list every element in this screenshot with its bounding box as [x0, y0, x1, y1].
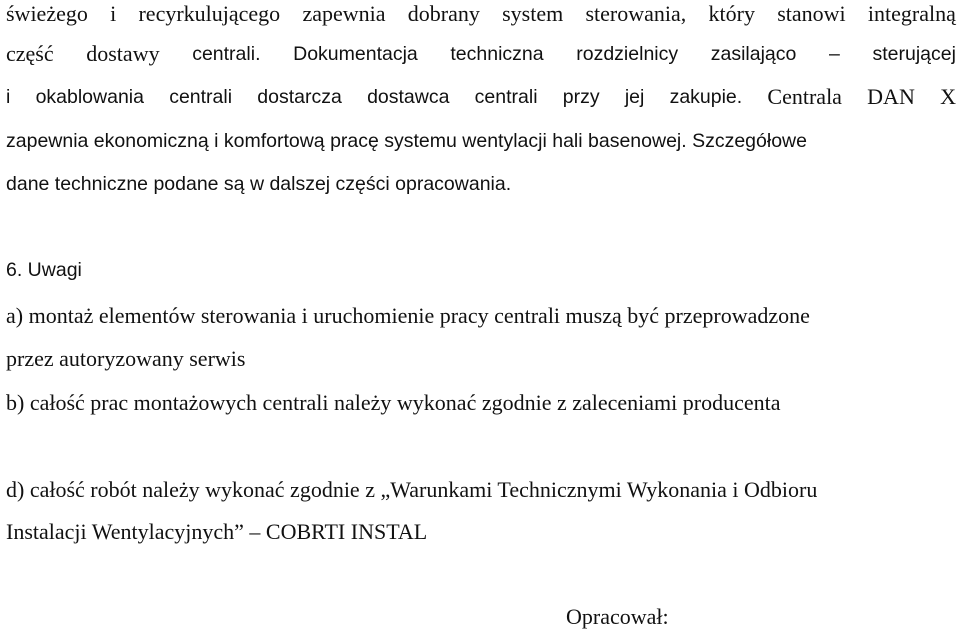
- word: integralną: [867, 1, 956, 26]
- note-b: b) całość prac montażowych centrali należy wykonać zgodnie z zaleceniami producenta: [6, 390, 781, 415]
- section-heading: 6. Uwagi: [6, 259, 82, 281]
- word: okablowania: [35, 86, 144, 108]
- word: świeżego: [6, 1, 88, 26]
- word: zasilająco: [710, 43, 797, 65]
- word: i: [110, 1, 117, 26]
- word: techniczna: [450, 43, 544, 65]
- signature-label: Opracował:: [566, 604, 669, 629]
- word: X: [940, 84, 956, 109]
- note-d-line-2: Instalacji Wentylacyjnych” – COBRTI INSTAL: [6, 519, 428, 544]
- paragraph-line-2: [6, 38, 956, 70]
- word: który: [708, 1, 755, 26]
- word: dobrany: [407, 1, 480, 26]
- word: dostawca: [367, 86, 450, 108]
- word: system: [502, 1, 564, 26]
- word: DAN: [867, 84, 915, 109]
- word: centrali: [169, 86, 233, 108]
- paragraph-line-4: zapewnia ekonomiczną i komfortową pracę systemu wentylacji hali basenowej. Szczegółowe: [6, 130, 807, 152]
- paragraph-line-1: [6, 0, 956, 30]
- word: dostarcza: [257, 86, 342, 108]
- word: centrali.: [192, 43, 261, 65]
- word: sterującej: [872, 43, 956, 65]
- word: Centrala: [767, 84, 842, 109]
- word: –: [829, 43, 840, 65]
- word: część: [6, 41, 54, 66]
- word: centrali: [474, 86, 538, 108]
- word: dostawy: [86, 41, 160, 66]
- note-d-line-1: d) całość robót należy wykonać zgodnie z „Warunkami Technicznymi Wykonania i Odbioru: [6, 477, 818, 502]
- note-a-line-1: a) montaż elementów sterowania i uruchomienie pracy centrali muszą być przeprowadzone: [6, 303, 810, 328]
- word: przy: [562, 86, 600, 108]
- word: sterowania,: [585, 1, 687, 26]
- word: zapewnia: [302, 1, 386, 26]
- word: zakupie.: [669, 86, 743, 108]
- note-a-line-2: przez autoryzowany serwis: [6, 346, 246, 371]
- paragraph-line-5: dane techniczne podane są w dalszej części opracowania.: [6, 173, 512, 195]
- word: recyrkulującego: [138, 1, 281, 26]
- word: rozdzielnicy: [576, 43, 679, 65]
- word: jej: [624, 86, 645, 108]
- paragraph-line-3: [6, 81, 956, 113]
- word: Dokumentacja: [293, 43, 418, 65]
- word: i: [6, 86, 11, 108]
- word: stanowi: [777, 1, 846, 26]
